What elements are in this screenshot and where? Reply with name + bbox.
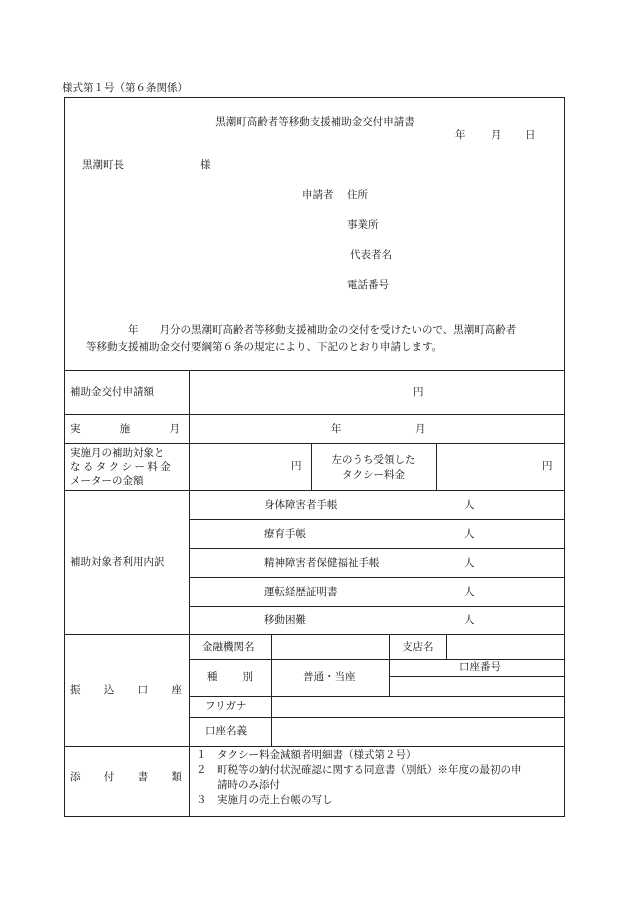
usage-item-unit: 人	[464, 614, 475, 626]
applicant-office-label: 事業所	[347, 219, 379, 231]
fare-unit: 円	[291, 460, 302, 472]
month-year-unit: 年	[331, 423, 342, 435]
branch-label: 支店名	[402, 641, 434, 653]
institution-label: 金融機関名	[202, 641, 255, 653]
account-type-label: 種 別	[207, 671, 253, 683]
usage-label: 補助対象者利用内訳	[70, 556, 165, 568]
form-label: 様式第１号（第６条関係）	[62, 82, 188, 94]
usage-item-unit: 人	[464, 528, 475, 540]
attachment-item: 請時のみ添付	[196, 779, 280, 791]
applicant-heading: 申請者	[302, 189, 334, 201]
received-fare-unit: 円	[542, 460, 553, 472]
account-number-label: 口座番号	[459, 661, 501, 673]
usage-item-name: 療育手帳	[264, 528, 306, 540]
usage-item-name: 精神障害者保健福祉手帳	[264, 557, 380, 569]
date-month-label: 月	[491, 129, 502, 141]
statement-line-2: 等移動支援補助金交付要綱第６条の規定により、下記のとおり申請します。	[86, 341, 443, 353]
bank-label: 振 込 口 座	[70, 684, 182, 696]
addressee-name: 黒潮町長	[82, 159, 124, 171]
usage-item-name: 移動困難	[264, 614, 306, 626]
usage-item-name: 身体障害者手帳	[264, 499, 338, 511]
statement-line-1: 年 月分の黒潮町高齢者等移動支援補助金の交付を受けたいので、黒潮町高齢者	[128, 324, 517, 336]
amount-unit: 円	[413, 386, 424, 398]
date-day-label: 日	[525, 129, 536, 141]
attachment-item: １ タクシー料金減額者明細書（様式第２号）	[196, 749, 417, 761]
fare-label: 実施月の補助対象と なるタクシー料金 メーターの金額	[70, 447, 174, 487]
addressee-honorific: 様	[200, 159, 211, 171]
usage-item-unit: 人	[464, 557, 475, 569]
applicant-representative-label: 代表者名	[350, 249, 392, 261]
attachment-item: ２ 町税等の納付状況確認に関する同意書（別紙）※年度の最初の申	[196, 764, 522, 776]
received-fare-label: 左のうち受領した タクシー料金	[331, 454, 416, 481]
account-name-label: 口座名義	[205, 725, 247, 737]
usage-item-name: 運転経歴証明書	[264, 586, 338, 598]
attachments-list	[196, 748, 522, 808]
account-type-value: 普通・当座	[303, 671, 356, 683]
attachments-label: 添 付 書 類	[70, 771, 182, 783]
furigana-label: フリガナ	[205, 700, 247, 712]
amount-label: 補助金交付申請額	[70, 386, 154, 398]
usage-item-unit: 人	[464, 586, 475, 598]
applicant-phone-label: 電話番号	[347, 279, 389, 291]
attachment-item: ３ 実施月の売上台帳の写し	[196, 794, 333, 806]
date-year-label: 年	[455, 129, 466, 141]
usage-item-unit: 人	[464, 499, 475, 511]
month-label: 実 施 月	[70, 423, 180, 435]
form-title: 黒潮町高齢者等移動支援補助金交付申請書	[215, 116, 415, 128]
applicant-address-label: 住所	[347, 189, 368, 201]
month-month-unit: 月	[415, 423, 426, 435]
